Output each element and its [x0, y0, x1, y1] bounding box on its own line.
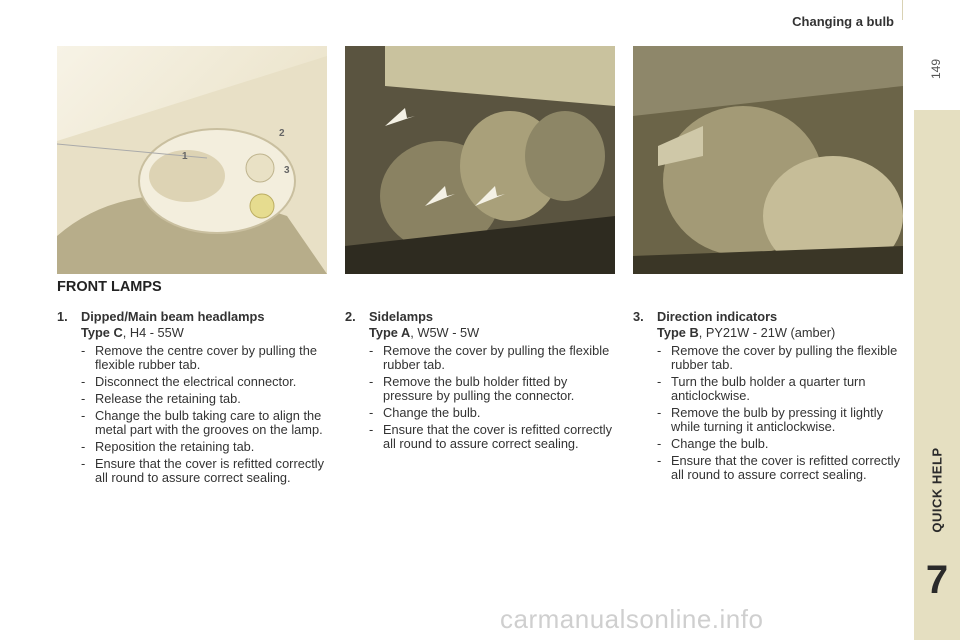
callout-3: 3	[284, 165, 290, 176]
type-label: Type C	[81, 325, 123, 340]
step: - Remove the cover by pulling the flexible rubber tab.	[657, 344, 903, 372]
step: - Disconnect the electrical connector.	[81, 375, 327, 389]
page-header-title: Changing a bulb	[792, 14, 894, 29]
callout-1: 1	[182, 151, 188, 162]
direction-indicator-photo	[633, 46, 903, 274]
item-title: Direction indicators	[657, 309, 778, 324]
item-number: 2.	[345, 309, 356, 324]
header-divider	[902, 0, 903, 20]
item-sidelamps	[345, 310, 620, 454]
step: - Remove the centre cover by pulling the flexible rubber tab.	[81, 344, 327, 372]
steps-list	[57, 344, 327, 485]
type-label: Type A	[369, 325, 411, 340]
item-number: 3.	[633, 309, 644, 324]
item-dipped-main-beam	[57, 310, 327, 488]
headlamp-illustration	[57, 46, 327, 274]
item-title: Sidelamps	[369, 309, 434, 324]
step: - Change the bulb.	[369, 406, 620, 420]
type-label: Type B	[657, 325, 699, 340]
sidebar-section-label: QUICK HELP	[929, 447, 945, 533]
type-spec: , H4 - 55W	[122, 325, 184, 340]
steps-list	[345, 344, 620, 451]
type-spec: , W5W - 5W	[410, 325, 480, 340]
item-number: 1.	[57, 309, 68, 324]
step: - Ensure that the cover is refitted correctly all round to assure correct sealing.	[81, 457, 327, 485]
type-spec: , PY21W - 21W (amber)	[698, 325, 836, 340]
step: - Release the retaining tab.	[81, 392, 327, 406]
item-direction-indicators	[633, 310, 903, 485]
step: - Ensure that the cover is refitted correctly all round to assure correct sealing.	[369, 423, 620, 451]
steps-list	[633, 344, 903, 482]
step: - Change the bulb taking care to align the metal part with the grooves on the lamp.	[81, 409, 327, 437]
item-title: Dipped/Main beam headlamps	[81, 309, 265, 324]
step: - Turn the bulb holder a quarter turn anticlockwise.	[657, 375, 903, 403]
chapter-number: 7	[925, 558, 949, 602]
page-number: 149	[929, 58, 944, 80]
watermark: carmanualsonline.info	[500, 604, 764, 634]
step: - Ensure that the cover is refitted correctly all round to assure correct sealing.	[657, 454, 903, 482]
step: - Reposition the retaining tab.	[81, 440, 327, 454]
section-title: FRONT LAMPS	[57, 279, 162, 295]
callout-2: 2	[279, 128, 285, 139]
sidelamp-photo	[345, 46, 615, 274]
step: - Remove the bulb by pressing it lightly while turning it anticlockwise.	[657, 406, 903, 434]
step: - Remove the cover by pulling the flexible rubber tab.	[369, 344, 620, 372]
step: - Remove the bulb holder fitted by pressure by pulling the connector.	[369, 375, 620, 403]
step: - Change the bulb.	[657, 437, 903, 451]
